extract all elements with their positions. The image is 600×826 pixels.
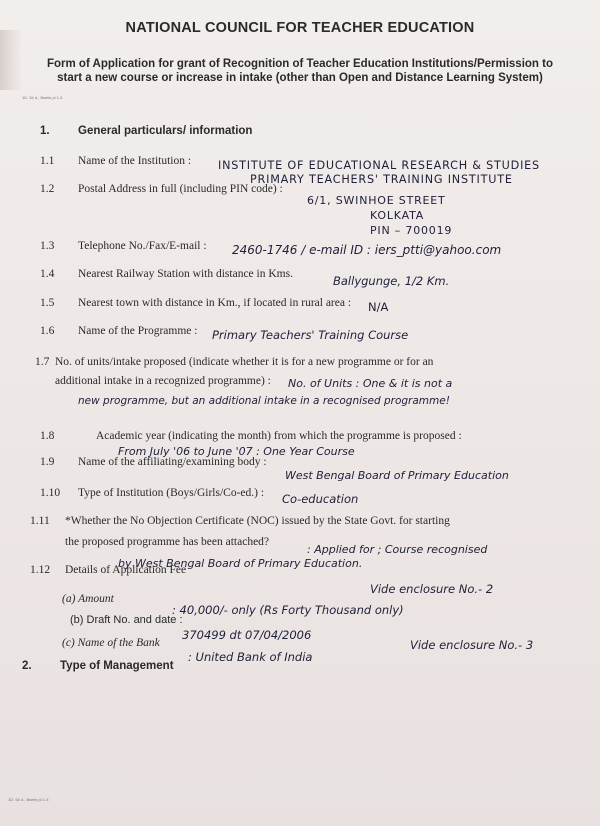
item-label: No. of units/intake proposed (indicate whether it is for a new programme or for an <box>55 356 434 368</box>
handwritten-answer: West Bengal Board of Primary Education <box>285 469 509 482</box>
handwritten-answer: PIN – 700019 <box>370 224 453 237</box>
section-2-title: Type of Management <box>60 660 174 672</box>
handwritten-answer: 2460-1746 / e-mail ID : iers_ptti@yahoo.com <box>232 243 502 257</box>
item-label: Name of the Institution : <box>78 155 192 167</box>
handwritten-answer: Ballygunge, 1/2 Km. <box>333 274 450 288</box>
handwritten-answer: Co-education <box>282 492 359 506</box>
item-number: 1.3 <box>40 240 55 252</box>
item-number: 1.6 <box>40 325 55 337</box>
handwritten-answer: new programme, but an additional intake in a recognised programme! <box>78 395 450 407</box>
sub-item-label: (c) Name of the Bank <box>62 637 160 649</box>
section-1-title: General particulars/ information <box>78 125 253 137</box>
document-title: NATIONAL COUNCIL FOR TEACHER EDUCATION <box>125 20 475 36</box>
handwritten-answer: Vide enclosure No.- 2 <box>370 582 494 596</box>
item-number: 1.8 <box>40 430 55 442</box>
item-label: Name of the Programme : <box>78 325 198 337</box>
form-subtitle: Form of Application for grant of Recognition of Teacher Education Institutions/Permission to start a new course or increase in intake (other than Open and Distance Learning System) <box>46 58 553 84</box>
handwritten-answer: N/A <box>368 300 389 314</box>
item-number: 1.10 <box>40 487 61 499</box>
handwritten-answer: Primary Teachers' Training Course <box>212 328 409 342</box>
item-label: Academic year (indicating the month) from which the programme is proposed : <box>96 430 462 442</box>
item-label: *Whether the No Objection Certificate (NOC) issued by the State Govt. for starting <box>65 515 450 527</box>
item-label: additional intake in a recognized programme) : <box>55 375 271 387</box>
item-label: Nearest town with distance in Km., if located in rural area : <box>78 297 352 309</box>
item-number: 1.1 <box>40 155 55 167</box>
item-number: 1.12 <box>30 564 51 576</box>
item-number: 1.7 <box>35 356 50 368</box>
handwritten-answer: Vide enclosure No.- 3 <box>410 638 534 652</box>
handwritten-answer: INSTITUTE OF EDUCATIONAL RESEARCH & STUDIES <box>218 159 540 172</box>
page-fold-shadow <box>0 30 22 90</box>
handwritten-answer: by West Bengal Board of Primary Education. <box>118 557 363 570</box>
handwritten-answer: KOLKATA <box>370 209 425 222</box>
handwritten-answer: From July '06 to June '07 : One Year Course <box>118 445 355 458</box>
item-number: 1.2 <box>40 183 55 195</box>
item-label: Type of Institution (Boys/Girls/Co-ed.) : <box>78 487 265 499</box>
item-label: Name of the affiliating/examining body : <box>78 456 267 468</box>
handwritten-answer: 6/1, SWINHOE STREET <box>307 194 446 207</box>
item-number: 1.5 <box>40 297 55 309</box>
margin-note-top: 1D. 54 d., Bsetis pi 1-5 <box>22 95 63 100</box>
sub-item-label: (a) Amount <box>62 593 114 605</box>
handwritten-answer: No. of Units : One & it is not a <box>288 377 453 390</box>
item-label: the proposed programme has been attached? <box>65 536 270 548</box>
item-number: 1.11 <box>30 515 50 527</box>
item-number: 1.9 <box>40 456 55 468</box>
sub-item-label: (b) Draft No. and date : <box>70 614 183 626</box>
item-number: 1.4 <box>40 268 55 280</box>
handwritten-answer: 370499 dt 07/04/2006 <box>182 628 312 642</box>
handwritten-answer: : Applied for ; Course recognised <box>307 543 488 556</box>
handwritten-answer: : United Bank of India <box>188 650 313 664</box>
item-label: Nearest Railway Station with distance in Kms. <box>78 268 293 280</box>
item-label: Telephone No./Fax/E-mail : <box>78 240 207 252</box>
section-2-number: 2. <box>22 660 32 672</box>
handwritten-answer: PRIMARY TEACHERS' TRAINING INSTITUTE <box>250 173 513 186</box>
item-label: Details of Application Fee <box>65 564 187 576</box>
item-label: Postal Address in full (including PIN code) : <box>78 183 283 195</box>
section-1-number: 1. <box>40 125 50 137</box>
margin-note-bottom: 1D. 54 d., Bsetis pi 1-5 <box>8 797 49 802</box>
handwritten-answer: : 40,000/- only (Rs Forty Thousand only) <box>172 603 404 617</box>
